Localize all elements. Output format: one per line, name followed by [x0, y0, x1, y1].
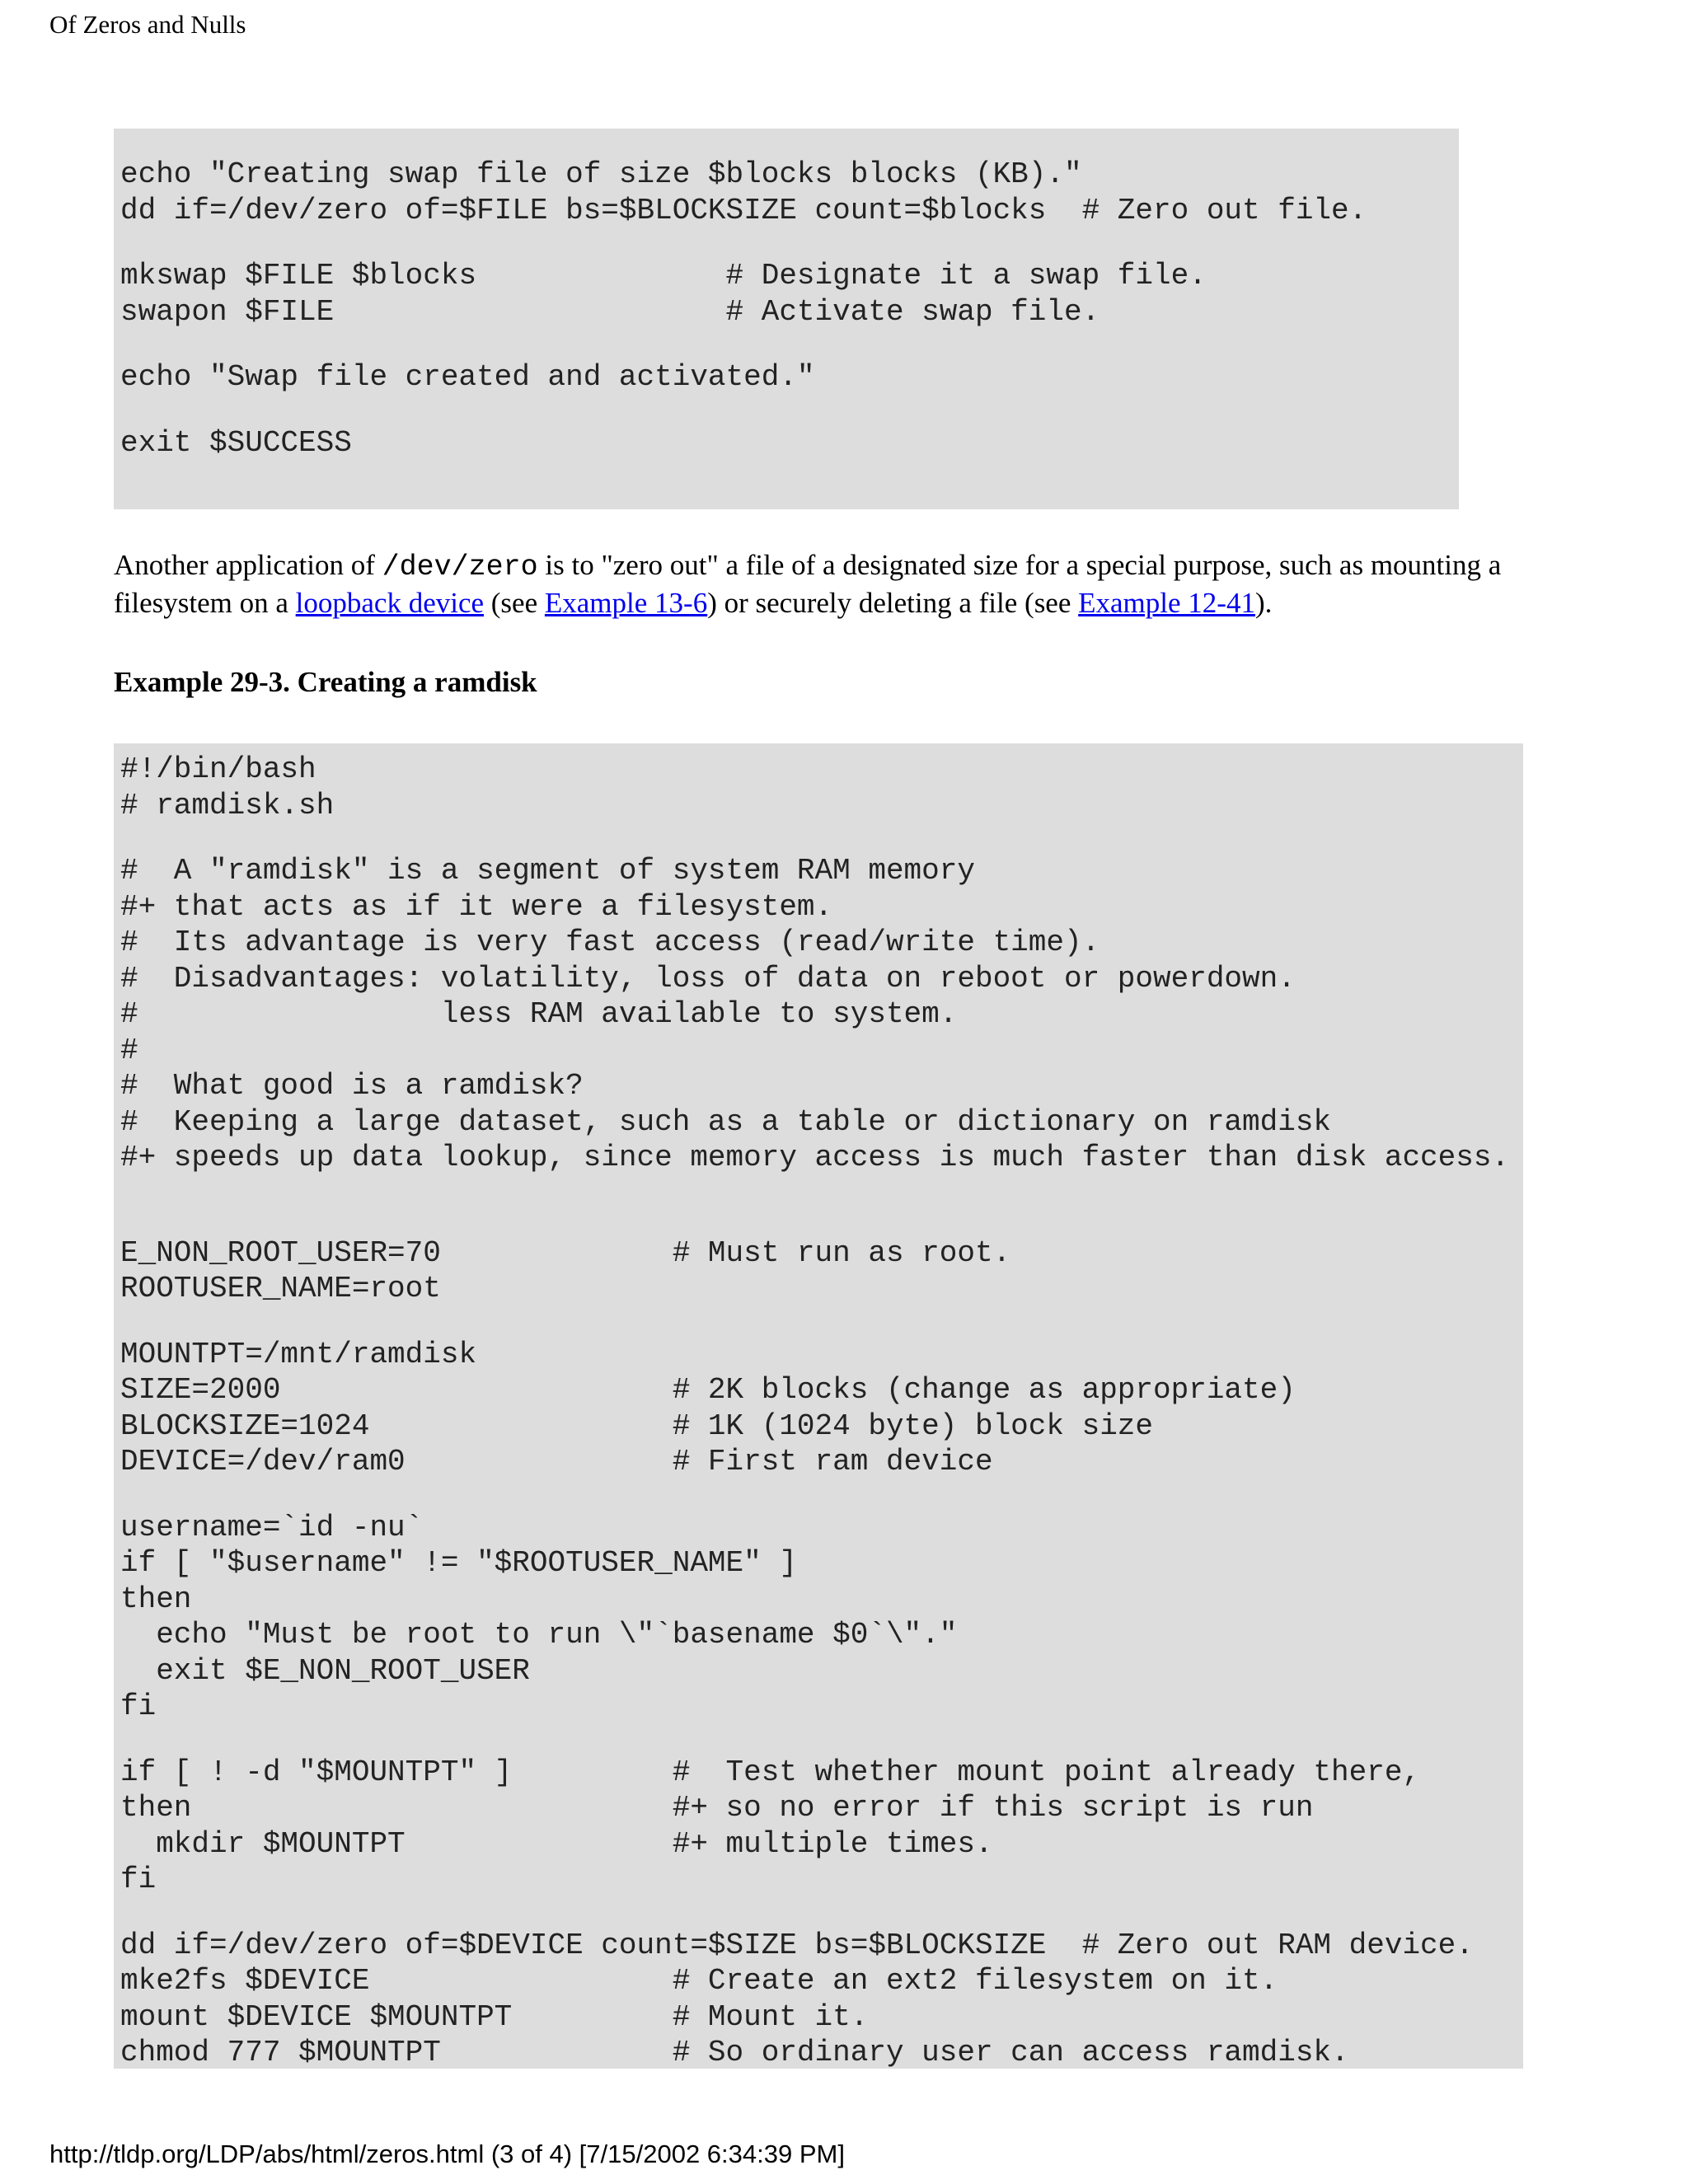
- code-line: chmod 777 $MOUNTPT # So ordinary user can access ramdisk.: [120, 2036, 1349, 2069]
- code-blank-line: [120, 228, 1452, 258]
- code-line: # ramdisk.sh: [120, 788, 335, 823]
- paragraph-dev-zero: [114, 547, 1564, 621]
- code-line: username=`id -nu`: [120, 1510, 424, 1544]
- paragraph-text: ) or securely deleting a file (see: [707, 587, 1079, 619]
- code-line: MOUNTPT=/mnt/ramdisk: [120, 1337, 477, 1371]
- code-line: mke2fs $DEVICE # Create an ext2 filesystem on it.: [120, 1964, 1278, 1998]
- code-line: E_NON_ROOT_USER=70 # Must run as root.: [120, 1235, 1011, 1270]
- paragraph-text: (see: [484, 587, 545, 619]
- code-line: then: [120, 1582, 192, 1616]
- paragraph-text: Another application of: [114, 549, 382, 581]
- code-line: #+ that acts as if it were a filesystem.: [120, 889, 833, 924]
- code-line: # Its advantage is very fast access (read/write time).: [120, 926, 1100, 959]
- link-loopback-device[interactable]: loopback device: [295, 587, 485, 619]
- code-block-ramdisk: [114, 743, 1523, 2069]
- link-example-13-6[interactable]: Example 13-6: [544, 587, 708, 619]
- code-line: # Disadvantages: volatility, loss of data on reboot or powerdown.: [120, 961, 1296, 996]
- code-block-swapfile: [114, 129, 1459, 509]
- example-title: Example 29-3. Creating a ramdisk: [114, 666, 537, 698]
- code-line: if [ "$username" != "$ROOTUSER_NAME" ]: [120, 1546, 797, 1580]
- code-line: #!/bin/bash: [120, 752, 316, 786]
- code-blank-line: [120, 1307, 1523, 1337]
- code-line: mkswap $FILE $blocks # Designate it a swap file.: [120, 259, 1207, 293]
- code-line: echo "Creating swap file of size $blocks blocks (KB).": [120, 157, 1082, 191]
- code-blank-line: [120, 1176, 1523, 1206]
- code-line: mount $DEVICE $MOUNTPT # Mount it.: [120, 1999, 869, 2034]
- code-line: exit $E_NON_ROOT_USER: [120, 1653, 530, 1688]
- code-line: dd if=/dev/zero of=$DEVICE count=$SIZE bs=$BLOCKSIZE # Zero out RAM device.: [120, 1928, 1474, 1962]
- code-line: fi: [120, 1863, 157, 1896]
- code-line: if [ ! -d "$MOUNTPT" ] # Test whether mount point already there,: [120, 1755, 1421, 1789]
- code-blank-line: [120, 1898, 1523, 1928]
- page-footer-url: http://tldp.org/LDP/abs/html/zeros.html (3 of 4) [7/15/2002 6:34:39 PM]: [49, 2139, 845, 2168]
- code-line: # What good is a ramdisk?: [120, 1069, 584, 1103]
- code-blank-line: [120, 1206, 1523, 1235]
- code-line: dd if=/dev/zero of=$FILE bs=$BLOCKSIZE count=$blocks # Zero out file.: [120, 193, 1367, 227]
- code-line: ROOTUSER_NAME=root: [120, 1272, 441, 1305]
- code-blank-line: [120, 330, 1452, 359]
- code-line: BLOCKSIZE=1024 # 1K (1024 byte) block size: [120, 1408, 1154, 1443]
- code-blank-line: [120, 823, 1523, 853]
- code-line: swapon $FILE # Activate swap file.: [120, 294, 1100, 329]
- code-blank-line: [120, 1725, 1523, 1755]
- code-line: #+ speeds up data lookup, since memory access is much faster than disk access.: [120, 1141, 1510, 1174]
- code-line: exit $SUCCESS: [120, 425, 352, 460]
- code-line: mkdir $MOUNTPT #+ multiple times.: [120, 1826, 993, 1861]
- code-line: DEVICE=/dev/ram0 # First ram device: [120, 1445, 993, 1479]
- link-example-12-41[interactable]: Example 12-41: [1078, 587, 1255, 619]
- code-line: # Keeping a large dataset, such as a table or dictionary on ramdisk: [120, 1104, 1332, 1139]
- code-line: fi: [120, 1690, 157, 1723]
- code-line: # A "ramdisk" is a segment of system RAM memory: [120, 854, 975, 888]
- code-line: then #+ so no error if this script is run: [120, 1791, 1314, 1825]
- paragraph-text: is to "zero out" a file of a designated size for a special purpose, such as mounting a filesystem on a: [114, 549, 1502, 619]
- code-line: # less RAM available to system.: [120, 997, 958, 1031]
- code-line: echo "Must be root to run \"`basename $0`\".": [120, 1618, 958, 1652]
- inline-code-dev-zero: /dev/zero: [382, 551, 538, 583]
- code-blank-line: [120, 396, 1452, 425]
- code-line: SIZE=2000 # 2K blocks (change as appropriate): [120, 1373, 1296, 1407]
- paragraph-text: ).: [1254, 587, 1273, 619]
- code-line: #: [120, 1033, 138, 1067]
- page-header-title: Of Zeros and Nulls: [49, 10, 246, 39]
- code-line: echo "Swap file created and activated.": [120, 360, 815, 394]
- code-blank-line: [120, 1480, 1523, 1510]
